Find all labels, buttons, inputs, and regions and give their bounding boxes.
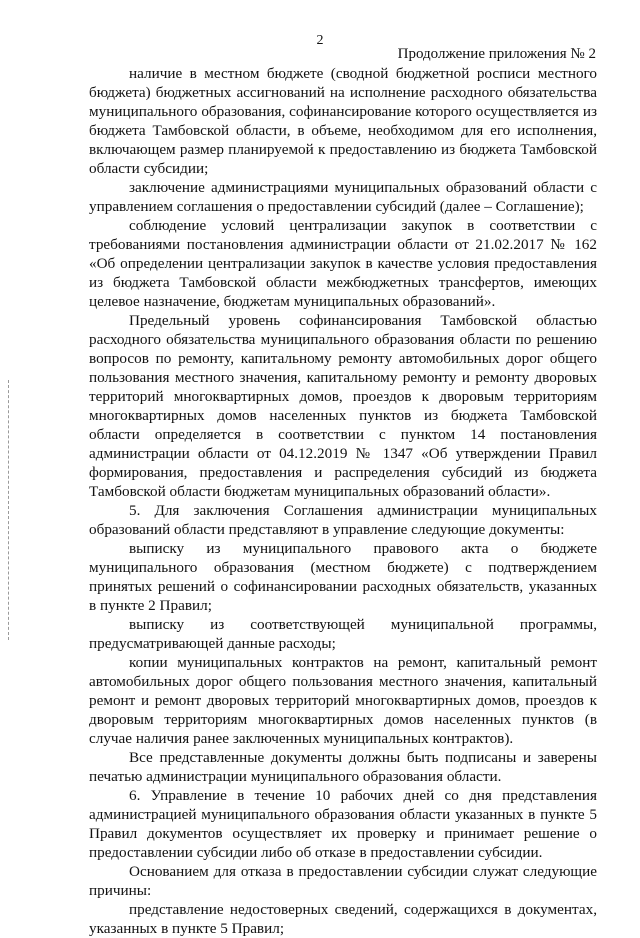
page-number: 2 [316, 33, 324, 48]
paragraph-false-information: представление недостоверных сведений, содержащихся в документах, указанных в пункте 5 Правил; [89, 901, 597, 937]
scan-margin-mark [8, 380, 10, 640]
paragraph-refusal-grounds: Основанием для отказа в предоставлении субсидии служат следующие причины: [89, 863, 597, 899]
paragraph-item-6: 6. Управление в течение 10 рабочих дней со дня представления администрацией муниципального образования области указанных в пункте 5 Правил документов осуществляет их проверку и принимает решение о предоставлении субсидии либо об отказе в предоставлении субсидии. [89, 787, 597, 861]
paragraph-budget-extract: выписку из муниципального правового акта о бюджете муниципального образования (местном бюджете) с подтверждением принятых решений о софинансировании расходных обязательств, указанных в пункте 2 Правил; [89, 540, 597, 614]
annex-continuation-label: Продолжение приложения № 2 [397, 46, 596, 62]
paragraph-contract-copies: копии муниципальных контрактов на ремонт, капитальный ремонт автомобильных дорог общего пользования местного значения, капитальный ремонт и ремонт дворовых территорий многоквартирных домов, проездов к дворовым территориям многоквартирных домов населенных пунктов (в случае наличия ранее заключенных муниципальных контрактов). [89, 654, 597, 747]
paragraph-program-extract: выписку из соответствующей муниципальной программы, предусматривающей данные расходы; [89, 616, 597, 652]
document-body [89, 64, 597, 938]
paragraph-cofinancing-level: Предельный уровень софинансирования Тамбовской областью расходного обязательства муниципального образования области по решению вопросов по ремонту, капитальному ремонту автомобильных дорог общего пользования местного значения, капитальному ремонту и ремонту дворовых территорий многоквартирных домов, проездов к дворовым территориям многоквартирных домов населенных пунктов из бюджета Тамбовской области определяется в соответствии с пунктом 14 постановления администрации области от 04.12.2019 № 1347 «Об утверждении Правил формирования, предоставления и распределения субсидий из бюджета Тамбовской области бюджетам муниципальных образований области». [89, 312, 597, 500]
paragraph-procurement: соблюдение условий централизации закупок в соответствии с требованиями постановления администрации области от 21.02.2017 № 162 «Об определении централизации закупок в качестве условия предоставления из бюджета Тамбовской области межбюджетных трансфертов, имеющих целевое назначение, бюджетам муниципальных образований». [89, 217, 597, 310]
paragraph-agreement: заключение администрациями муниципальных образований области с управлением соглашения о предоставлении субсидий (далее – Соглашение); [89, 179, 597, 215]
paragraph-signatures: Все представленные документы должны быть подписаны и заверены печатью администрации муниципального образования области. [89, 749, 597, 785]
paragraph-budget-allocation: наличие в местном бюджете (сводной бюджетной росписи местного бюджета) бюджетных ассигнований на исполнение расходного обязательства муниципального образования, софинансирование которого осуществляется из бюджета Тамбовской области, в объеме, необходимом для его исполнения, включающем размер планируемой к предоставлению из бюджета Тамбовской области субсидии; [89, 65, 597, 177]
paragraph-item-5: 5. Для заключения Соглашения администрации муниципальных образований области представляют в управление следующие документы: [89, 502, 597, 538]
